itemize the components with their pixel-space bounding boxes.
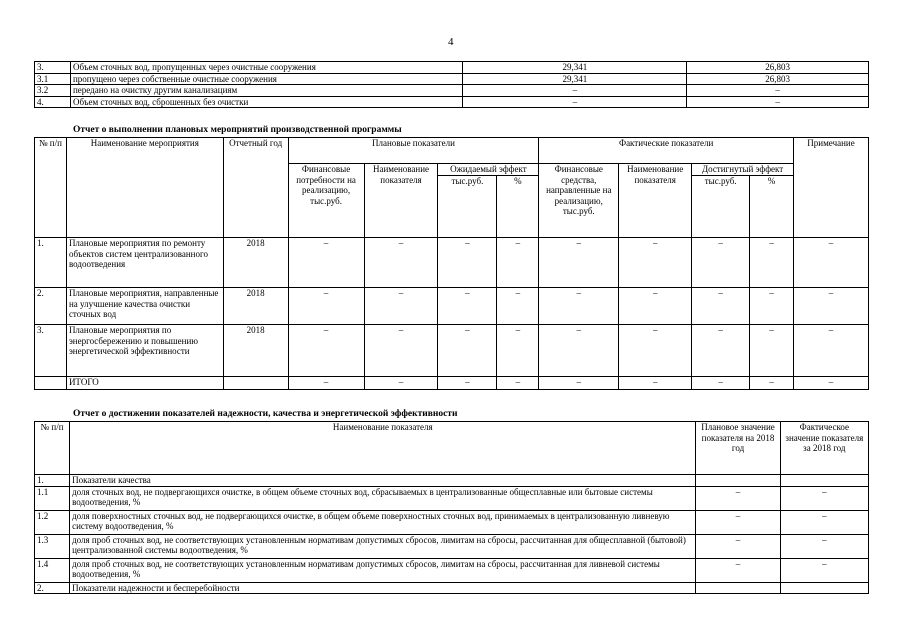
row-number: 1.1 — [35, 486, 70, 510]
table-row — [35, 475, 869, 487]
row-name: ИТОГО — [66, 377, 223, 390]
cell: – — [692, 377, 750, 390]
table-row — [35, 85, 869, 97]
indicators-table — [34, 421, 869, 594]
header-indicator-name: Наименование показателя — [364, 164, 438, 238]
row-number: 2. — [35, 582, 70, 594]
header-pct-2: % — [750, 176, 794, 238]
table-row — [35, 238, 869, 288]
cell: – — [750, 288, 794, 325]
plan-value — [696, 475, 780, 487]
cell: – — [539, 288, 619, 325]
row-number: 3. — [35, 325, 67, 377]
cell: – — [539, 377, 619, 390]
cell: – — [497, 377, 539, 390]
header-num: № п/п — [35, 422, 70, 475]
cell: – — [497, 238, 539, 288]
row-number: 2. — [35, 288, 67, 325]
cell: – — [794, 325, 869, 377]
value-2017: 29,341 — [463, 62, 687, 74]
value-2018: 26,803 — [687, 62, 869, 74]
table-row — [35, 325, 869, 377]
row-number — [35, 377, 67, 390]
row-name: Показатели качества — [70, 475, 696, 487]
table-row — [35, 558, 869, 582]
header-fin-need: Финансовые потребности на реализацию, тыс.руб. — [288, 164, 364, 238]
header-indicator-name: Наименование показателя — [70, 422, 696, 475]
cell: – — [539, 238, 619, 288]
row-number: 1.4 — [35, 558, 70, 582]
cell: – — [438, 238, 497, 288]
cell: – — [619, 377, 692, 390]
row-name: доля поверхностных сточных вод, не подвергающихся очистке, в общем объеме поверхностных сточных вод, принимаемых в централизованную ливневую систему водоотведения, % — [70, 510, 696, 534]
table-row — [35, 486, 869, 510]
row-year: 2018 — [223, 325, 288, 377]
program-measures-table — [34, 137, 869, 390]
cell: – — [794, 288, 869, 325]
cell: – — [364, 238, 438, 288]
section-title-program: Отчет о выполнении плановых мероприятий производственной программы — [73, 125, 402, 135]
cell: – — [438, 288, 497, 325]
cell: – — [364, 377, 438, 390]
cell: – — [438, 325, 497, 377]
cell: – — [750, 377, 794, 390]
cell: – — [497, 288, 539, 325]
cell: – — [497, 325, 539, 377]
row-number: 4. — [35, 96, 71, 108]
header-trub-2: тыс.руб. — [692, 176, 750, 238]
cell: – — [364, 288, 438, 325]
row-name: доля сточных вод, не подвергающихся очистке, в общем объеме сточных вод, сбрасываемых в централизованные общесплавные или бытовые системы водоотведения, % — [70, 486, 696, 510]
value-2017: 29,341 — [463, 73, 687, 85]
wastewater-volume-table — [34, 61, 869, 108]
cell: – — [794, 238, 869, 288]
value-2017: – — [463, 85, 687, 97]
row-name: Плановые мероприятия, направленные на улучшение качества очистки сточных вод — [66, 288, 223, 325]
cell: – — [619, 288, 692, 325]
header-notes: Примечание — [794, 138, 869, 238]
row-year: 2018 — [223, 238, 288, 288]
header-actual: Фактические показатели — [539, 138, 794, 164]
cell: – — [750, 325, 794, 377]
cell: – — [288, 238, 364, 288]
table-row — [35, 510, 869, 534]
table-row — [35, 534, 869, 558]
row-number: 1.3 — [35, 534, 70, 558]
row-number: 1.2 — [35, 510, 70, 534]
cell: – — [539, 325, 619, 377]
fact-value — [780, 475, 868, 487]
row-name: Плановые мероприятия по энергосбережению и повышению энергетической эффективности — [66, 325, 223, 377]
cell: – — [288, 377, 364, 390]
value-2017: – — [463, 96, 687, 108]
cell: – — [619, 325, 692, 377]
cell: – — [794, 377, 869, 390]
header-num: № п/п — [35, 138, 67, 238]
table-row — [35, 96, 869, 108]
cell: – — [438, 377, 497, 390]
table-row — [35, 288, 869, 325]
row-name: Объем сточных вод, пропущенных через очистные сооружения — [70, 62, 463, 74]
fact-value: – — [780, 510, 868, 534]
header-actual-value: Фактическое значение показателя за 2018 год — [780, 422, 868, 475]
row-name: доля проб сточных вод, не соответствующих установленным нормативам допустимых сбросов, лимитам на сбросы, рассчитанная для ливневой системы водоотведения, % — [70, 558, 696, 582]
row-name: пропущено через собственные очистные сооружения — [70, 73, 463, 85]
row-name: передано на очистку другим канализациям — [70, 85, 463, 97]
row-number: 3. — [35, 62, 71, 74]
header-planned-value: Плановое значение показателя на 2018 год — [696, 422, 780, 475]
cell: – — [692, 238, 750, 288]
page-number: 4 — [448, 36, 454, 48]
header-fin-directed: Финансовые средства, направленные на реализацию, тыс.руб. — [539, 164, 619, 238]
header-planned: Плановые показатели — [288, 138, 539, 164]
table-row — [35, 582, 869, 594]
header-measure-name: Наименование мероприятия — [66, 138, 223, 238]
fact-value: – — [780, 534, 868, 558]
row-year — [223, 377, 288, 390]
header-trub: тыс.руб. — [438, 176, 497, 238]
table-row — [35, 377, 869, 390]
value-2018: – — [687, 96, 869, 108]
fact-value: – — [780, 486, 868, 510]
row-name: Объем сточных вод, сброшенных без очистки — [70, 96, 463, 108]
header-pct: % — [497, 176, 539, 238]
row-number: 1. — [35, 238, 67, 288]
row-year: 2018 — [223, 288, 288, 325]
table-row — [35, 73, 869, 85]
fact-value — [780, 582, 868, 594]
row-number: 3.1 — [35, 73, 71, 85]
cell: – — [692, 325, 750, 377]
plan-value: – — [696, 510, 780, 534]
cell: – — [288, 325, 364, 377]
fact-value: – — [780, 558, 868, 582]
header-indicator-name-2: Наименование показателя — [619, 164, 692, 238]
table-row — [35, 62, 869, 74]
cell: – — [750, 238, 794, 288]
row-name: Показатели надежности и бесперебойности — [70, 582, 696, 594]
plan-value: – — [696, 534, 780, 558]
section-title-indicators: Отчет о достижении показателей надежности, качества и энергетической эффективности — [73, 409, 458, 419]
row-number: 3.2 — [35, 85, 71, 97]
cell: – — [692, 288, 750, 325]
cell: – — [619, 238, 692, 288]
cell: – — [288, 288, 364, 325]
plan-value: – — [696, 558, 780, 582]
header-achieved-effect: Достигнутый эффект — [692, 164, 794, 176]
row-name: доля проб сточных вод, не соответствующих установленным нормативам допустимых сбросов, лимитам на сбросы, рассчитанная для общесплавной (бытовой) централизованной системы водоотведения, % — [70, 534, 696, 558]
row-name: Плановые мероприятия по ремонту объектов систем централизованного водоотведения — [66, 238, 223, 288]
header-year: Отчетный год — [223, 138, 288, 238]
value-2018: – — [687, 85, 869, 97]
plan-value — [696, 582, 780, 594]
cell: – — [364, 325, 438, 377]
row-number: 1. — [35, 475, 70, 487]
plan-value: – — [696, 486, 780, 510]
value-2018: 26,803 — [687, 73, 869, 85]
header-expected-effect: Ожидаемый эффект — [438, 164, 539, 176]
